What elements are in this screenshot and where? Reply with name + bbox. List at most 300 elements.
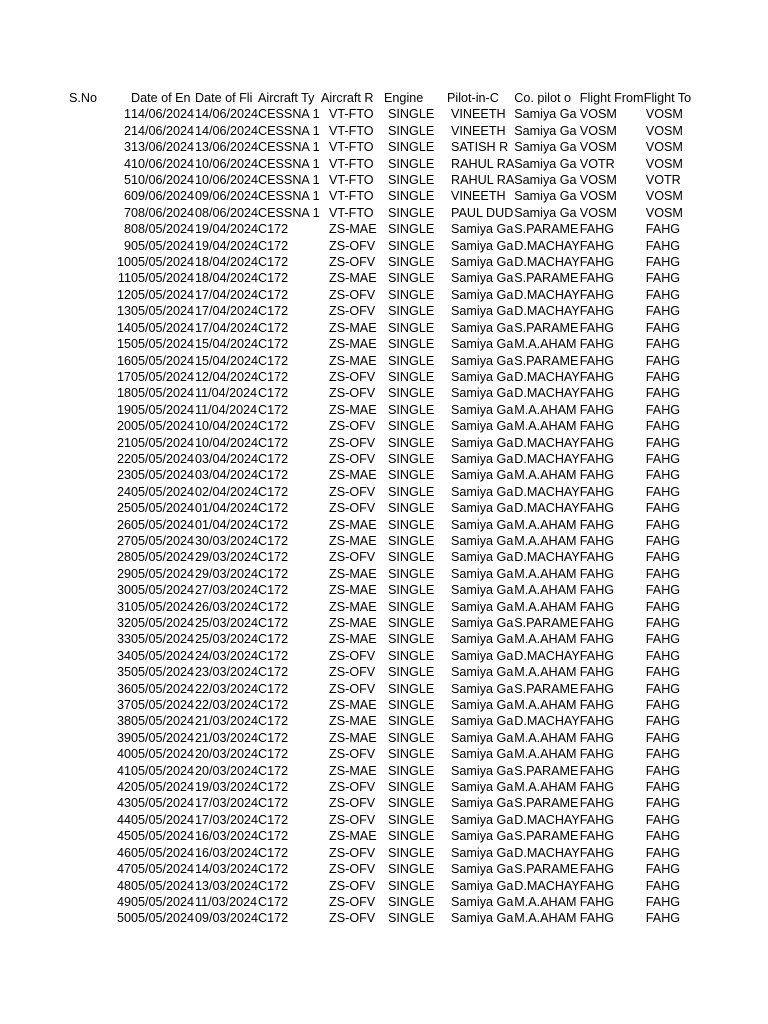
cell-engine[interactable]: SINGLE [388, 714, 435, 729]
cell-aircraft-type[interactable]: C172 [258, 320, 289, 335]
cell-date-of-flight[interactable]: 03/04/2024 [195, 451, 259, 466]
cell-sno[interactable]: 10 [116, 255, 131, 270]
cell-engine[interactable]: SINGLE [388, 681, 435, 696]
cell-date-of-entry[interactable]: 05/05/2024 [131, 435, 195, 450]
cell-aircraft-reg[interactable]: ZS-OFV [329, 255, 376, 270]
cell-pilot-in-command[interactable]: Samiya Ga [451, 730, 514, 745]
cell-sno[interactable]: 49 [116, 894, 131, 909]
cell-date-of-flight[interactable]: 21/03/2024 [195, 730, 259, 745]
cell-aircraft-reg[interactable]: ZS-OFV [329, 665, 376, 680]
cell-sno[interactable]: 14 [116, 320, 131, 335]
cell-engine[interactable]: SINGLE [388, 648, 435, 663]
cell-flight-from[interactable]: FAHG [579, 320, 615, 335]
cell-flight-from[interactable]: FAHG [579, 517, 615, 532]
cell-sno[interactable]: 24 [116, 484, 131, 499]
cell-co-pilot[interactable]: M.A.AHAM [514, 665, 577, 680]
cell-date-of-entry[interactable]: 05/05/2024 [131, 911, 195, 926]
cell-date-of-flight[interactable]: 19/03/2024 [195, 780, 259, 795]
cell-co-pilot[interactable]: Samiya Ga [514, 173, 577, 188]
header-engine[interactable]: Engine [384, 91, 424, 105]
cell-pilot-in-command[interactable]: Samiya Ga [451, 747, 514, 762]
cell-aircraft-type[interactable]: CESSNA 1 [258, 205, 320, 220]
cell-sno[interactable]: 40 [116, 747, 131, 762]
cell-date-of-flight[interactable]: 08/06/2024 [195, 205, 259, 220]
cell-aircraft-type[interactable]: CESSNA 1 [258, 156, 320, 171]
cell-aircraft-reg[interactable]: ZS-MAE [329, 583, 377, 598]
cell-sno[interactable]: 6 [123, 189, 131, 204]
cell-sno[interactable]: 3 [123, 140, 131, 155]
cell-engine[interactable]: SINGLE [388, 533, 435, 548]
cell-date-of-flight[interactable]: 11/03/2024 [195, 894, 258, 909]
cell-aircraft-reg[interactable]: ZS-MAE [329, 517, 377, 532]
cell-flight-from[interactable]: FAHG [579, 878, 615, 893]
cell-date-of-flight[interactable]: 18/04/2024 [195, 271, 259, 286]
cell-aircraft-reg[interactable]: ZS-OFV [329, 484, 376, 499]
header-flight-from[interactable]: Flight From [579, 91, 644, 105]
cell-engine[interactable]: SINGLE [388, 894, 435, 909]
cell-sno[interactable]: 1 [123, 107, 131, 122]
cell-co-pilot[interactable]: S.PARAME [514, 320, 579, 335]
cell-co-pilot[interactable]: M.A.AHAM [514, 419, 577, 434]
cell-flight-from[interactable]: FAHG [579, 484, 615, 499]
cell-flight-to[interactable]: VOSM [645, 107, 683, 122]
cell-flight-from[interactable]: FAHG [579, 566, 615, 581]
cell-sno[interactable]: 42 [116, 780, 131, 795]
cell-aircraft-type[interactable]: C172 [258, 780, 289, 795]
cell-pilot-in-command[interactable]: Samiya Ga [451, 386, 514, 401]
cell-engine[interactable]: SINGLE [388, 616, 435, 630]
cell-date-of-flight[interactable]: 11/04/2024 [195, 402, 258, 417]
cell-aircraft-reg[interactable]: ZS-OFV [329, 812, 376, 827]
cell-flight-to[interactable]: FAHG [645, 747, 681, 762]
cell-aircraft-reg[interactable]: ZS-MAE [329, 402, 377, 417]
cell-flight-to[interactable]: FAHG [645, 501, 681, 516]
cell-co-pilot[interactable]: D.MACHAY [514, 550, 580, 565]
cell-sno[interactable]: 50 [116, 911, 131, 926]
header-date-of-entry[interactable]: Date of En [131, 91, 191, 105]
cell-flight-to[interactable]: FAHG [645, 862, 681, 877]
cell-sno[interactable]: 25 [116, 501, 131, 516]
cell-engine[interactable]: SINGLE [388, 402, 435, 417]
cell-aircraft-reg[interactable]: ZS-MAE [329, 337, 377, 352]
cell-aircraft-reg[interactable]: ZS-MAE [329, 222, 377, 237]
cell-aircraft-reg[interactable]: ZS-OFV [329, 304, 376, 319]
cell-sno[interactable]: 48 [116, 878, 131, 893]
cell-pilot-in-command[interactable]: Samiya Ga [451, 451, 514, 466]
cell-date-of-flight[interactable]: 11/04/2024 [195, 386, 258, 401]
cell-date-of-flight[interactable]: 17/04/2024 [195, 304, 259, 319]
cell-engine[interactable]: SINGLE [388, 238, 435, 253]
cell-engine[interactable]: SINGLE [388, 484, 435, 499]
cell-flight-from[interactable]: FAHG [579, 648, 615, 663]
cell-co-pilot[interactable]: D.MACHAY [514, 238, 580, 253]
cell-flight-to[interactable]: VOTR [645, 173, 681, 188]
cell-date-of-entry[interactable]: 05/05/2024 [131, 829, 195, 844]
cell-engine[interactable]: SINGLE [388, 255, 435, 270]
cell-date-of-entry[interactable]: 05/05/2024 [131, 353, 195, 368]
cell-co-pilot[interactable]: M.A.AHAM [514, 911, 577, 926]
cell-date-of-entry[interactable]: 05/05/2024 [131, 271, 195, 286]
cell-sno[interactable]: 22 [116, 451, 131, 466]
cell-aircraft-reg[interactable]: VT-FTO [329, 140, 374, 155]
cell-flight-from[interactable]: VOSM [579, 189, 617, 204]
cell-engine[interactable]: SINGLE [388, 730, 435, 745]
cell-sno[interactable]: 44 [116, 812, 131, 827]
cell-flight-from[interactable]: FAHG [579, 533, 615, 548]
cell-date-of-flight[interactable]: 01/04/2024 [195, 501, 259, 516]
cell-sno[interactable]: 2 [123, 123, 131, 138]
cell-aircraft-type[interactable]: C172 [258, 271, 289, 286]
cell-flight-from[interactable]: VOTR [579, 156, 615, 171]
cell-date-of-flight[interactable]: 24/03/2024 [195, 648, 259, 663]
cell-date-of-flight[interactable]: 30/03/2024 [195, 533, 259, 548]
cell-aircraft-reg[interactable]: VT-FTO [329, 205, 374, 220]
cell-engine[interactable]: SINGLE [388, 878, 435, 893]
cell-pilot-in-command[interactable]: Samiya Ga [451, 878, 514, 893]
cell-pilot-in-command[interactable]: RAHUL RA [451, 173, 515, 188]
cell-date-of-entry[interactable]: 05/05/2024 [131, 468, 195, 483]
cell-flight-from[interactable]: FAHG [579, 583, 615, 598]
cell-co-pilot[interactable]: M.A.AHAM [514, 747, 577, 762]
cell-date-of-flight[interactable]: 02/04/2024 [195, 484, 259, 499]
header-co-pilot[interactable]: Co. pilot o [514, 91, 571, 105]
cell-aircraft-type[interactable]: C172 [258, 222, 289, 237]
cell-flight-to[interactable]: FAHG [645, 402, 681, 417]
cell-sno[interactable]: 26 [116, 517, 131, 532]
cell-engine[interactable]: SINGLE [388, 583, 435, 598]
cell-co-pilot[interactable]: Samiya Ga [514, 156, 577, 171]
cell-aircraft-type[interactable]: C172 [258, 894, 289, 909]
cell-pilot-in-command[interactable]: Samiya Ga [451, 255, 514, 270]
cell-engine[interactable]: SINGLE [388, 550, 435, 565]
cell-flight-to[interactable]: FAHG [645, 222, 681, 237]
cell-date-of-flight[interactable]: 19/04/2024 [195, 222, 259, 237]
cell-flight-from[interactable]: FAHG [579, 681, 615, 696]
cell-aircraft-type[interactable]: C172 [258, 911, 289, 926]
cell-pilot-in-command[interactable]: Samiya Ga [451, 484, 514, 499]
cell-aircraft-type[interactable]: C172 [258, 796, 289, 811]
cell-co-pilot[interactable]: S.PARAME [514, 222, 579, 237]
cell-aircraft-reg[interactable]: ZS-MAE [329, 566, 377, 581]
cell-engine[interactable]: SINGLE [388, 911, 435, 926]
cell-aircraft-reg[interactable]: ZS-OFV [329, 862, 376, 877]
cell-co-pilot[interactable]: M.A.AHAM [514, 632, 577, 647]
cell-pilot-in-command[interactable]: Samiya Ga [451, 829, 514, 844]
cell-aircraft-reg[interactable]: ZS-OFV [329, 911, 376, 926]
cell-aircraft-reg[interactable]: ZS-MAE [329, 730, 377, 745]
cell-aircraft-reg[interactable]: ZS-MAE [329, 714, 377, 729]
cell-sno[interactable]: 45 [116, 829, 131, 844]
cell-date-of-entry[interactable]: 05/05/2024 [131, 533, 195, 548]
cell-pilot-in-command[interactable]: Samiya Ga [451, 698, 514, 713]
cell-engine[interactable]: SINGLE [388, 123, 435, 138]
cell-co-pilot[interactable]: D.MACHAY [514, 648, 580, 663]
cell-pilot-in-command[interactable]: Samiya Ga [451, 337, 514, 352]
cell-aircraft-type[interactable]: C172 [258, 386, 289, 401]
cell-co-pilot[interactable]: S.PARAME [514, 681, 579, 696]
cell-engine[interactable]: SINGLE [388, 747, 435, 762]
cell-co-pilot[interactable]: Samiya Ga [514, 205, 577, 220]
cell-flight-to[interactable]: FAHG [645, 599, 681, 614]
cell-aircraft-reg[interactable]: ZS-OFV [329, 287, 376, 302]
cell-date-of-entry[interactable]: 05/05/2024 [131, 287, 195, 302]
cell-flight-to[interactable]: FAHG [645, 583, 681, 598]
cell-date-of-entry[interactable]: 05/05/2024 [131, 369, 195, 384]
cell-aircraft-reg[interactable]: ZS-MAE [329, 320, 377, 335]
cell-date-of-flight[interactable]: 10/06/2024 [195, 156, 259, 171]
cell-flight-to[interactable]: FAHG [645, 796, 681, 811]
cell-date-of-flight[interactable]: 22/03/2024 [195, 698, 259, 713]
cell-date-of-entry[interactable]: 05/05/2024 [131, 320, 195, 335]
cell-aircraft-type[interactable]: C172 [258, 698, 289, 713]
cell-date-of-entry[interactable]: 05/05/2024 [131, 599, 195, 614]
cell-aircraft-type[interactable]: C172 [258, 353, 289, 368]
cell-flight-from[interactable]: FAHG [579, 632, 615, 647]
cell-flight-to[interactable]: FAHG [645, 566, 681, 581]
cell-flight-to[interactable]: FAHG [645, 648, 681, 663]
cell-flight-to[interactable]: VOSM [645, 156, 683, 171]
cell-sno[interactable]: 47 [116, 862, 131, 877]
cell-co-pilot[interactable]: S.PARAME [514, 616, 579, 630]
cell-flight-to[interactable]: FAHG [645, 550, 681, 565]
cell-sno[interactable]: 33 [116, 632, 131, 647]
cell-flight-to[interactable]: FAHG [645, 517, 681, 532]
cell-co-pilot[interactable]: D.MACHAY [514, 287, 580, 302]
cell-flight-from[interactable]: FAHG [579, 402, 615, 417]
cell-engine[interactable]: SINGLE [388, 763, 435, 778]
cell-aircraft-reg[interactable]: VT-FTO [329, 107, 374, 122]
cell-aircraft-type[interactable]: CESSNA 1 [258, 140, 320, 155]
cell-flight-to[interactable]: FAHG [645, 894, 681, 909]
cell-flight-from[interactable]: FAHG [579, 287, 615, 302]
cell-sno[interactable]: 21 [116, 435, 131, 450]
cell-date-of-flight[interactable]: 10/04/2024 [195, 435, 259, 450]
cell-sno[interactable]: 7 [123, 205, 131, 220]
cell-date-of-entry[interactable]: 05/05/2024 [131, 255, 195, 270]
cell-date-of-flight[interactable]: 25/03/2024 [195, 632, 259, 647]
cell-aircraft-reg[interactable]: ZS-OFV [329, 419, 376, 434]
cell-engine[interactable]: SINGLE [388, 501, 435, 516]
cell-date-of-entry[interactable]: 05/05/2024 [131, 501, 195, 516]
cell-co-pilot[interactable]: D.MACHAY [514, 369, 580, 384]
cell-aircraft-type[interactable]: CESSNA 1 [258, 123, 320, 138]
cell-pilot-in-command[interactable]: Samiya Ga [451, 222, 514, 237]
cell-flight-from[interactable]: FAHG [579, 812, 615, 827]
cell-flight-from[interactable]: FAHG [579, 616, 615, 630]
cell-sno[interactable]: 27 [116, 533, 131, 548]
cell-aircraft-reg[interactable]: ZS-OFV [329, 780, 376, 795]
cell-sno[interactable]: 15 [116, 337, 131, 352]
cell-co-pilot[interactable]: M.A.AHAM [514, 698, 577, 713]
cell-engine[interactable]: SINGLE [388, 107, 435, 122]
cell-sno[interactable]: 13 [116, 304, 131, 319]
cell-sno[interactable]: 36 [116, 681, 131, 696]
cell-pilot-in-command[interactable]: Samiya Ga [451, 911, 514, 926]
cell-date-of-flight[interactable]: 09/03/2024 [195, 911, 259, 926]
cell-engine[interactable]: SINGLE [388, 304, 435, 319]
cell-co-pilot[interactable]: D.MACHAY [514, 714, 580, 729]
cell-sno[interactable]: 17 [116, 369, 131, 384]
cell-date-of-entry[interactable]: 05/05/2024 [131, 648, 195, 663]
cell-date-of-entry[interactable]: 14/06/2024 [131, 107, 195, 122]
cell-date-of-entry[interactable]: 05/05/2024 [131, 714, 195, 729]
cell-aircraft-type[interactable]: C172 [258, 616, 289, 630]
cell-flight-to[interactable]: FAHG [645, 829, 681, 844]
cell-co-pilot[interactable]: D.MACHAY [514, 878, 580, 893]
cell-pilot-in-command[interactable]: Samiya Ga [451, 533, 514, 548]
cell-date-of-flight[interactable]: 16/03/2024 [195, 845, 259, 860]
cell-flight-from[interactable]: FAHG [579, 665, 615, 680]
cell-aircraft-reg[interactable]: ZS-OFV [329, 386, 376, 401]
cell-sno[interactable]: 46 [116, 845, 131, 860]
cell-flight-from[interactable]: FAHG [579, 698, 615, 713]
cell-pilot-in-command[interactable]: Samiya Ga [451, 599, 514, 614]
cell-flight-from[interactable]: FAHG [579, 763, 615, 778]
cell-flight-from[interactable]: FAHG [579, 238, 615, 253]
cell-pilot-in-command[interactable]: VINEETH [451, 189, 506, 204]
cell-pilot-in-command[interactable]: Samiya Ga [451, 681, 514, 696]
cell-aircraft-type[interactable]: C172 [258, 862, 289, 877]
cell-flight-from[interactable]: VOSM [579, 140, 617, 155]
cell-engine[interactable]: SINGLE [388, 632, 435, 647]
cell-flight-to[interactable]: FAHG [645, 238, 681, 253]
cell-engine[interactable]: SINGLE [388, 796, 435, 811]
cell-sno[interactable]: 34 [116, 648, 131, 663]
cell-co-pilot[interactable]: S.PARAME [514, 796, 579, 811]
cell-pilot-in-command[interactable]: Samiya Ga [451, 583, 514, 598]
cell-aircraft-type[interactable]: C172 [258, 845, 289, 860]
cell-aircraft-type[interactable]: C172 [258, 714, 289, 729]
cell-sno[interactable]: 8 [123, 222, 131, 237]
cell-flight-to[interactable]: FAHG [645, 714, 681, 729]
cell-flight-to[interactable]: FAHG [645, 484, 681, 499]
cell-aircraft-type[interactable]: C172 [258, 517, 289, 532]
cell-aircraft-type[interactable]: C172 [258, 829, 289, 844]
cell-flight-to[interactable]: VOSM [645, 140, 683, 155]
cell-flight-to[interactable]: FAHG [645, 730, 681, 745]
cell-co-pilot[interactable]: Samiya Ga [514, 140, 577, 155]
cell-flight-from[interactable]: VOSM [579, 107, 617, 122]
cell-aircraft-type[interactable]: C172 [258, 599, 289, 614]
cell-pilot-in-command[interactable]: VINEETH [451, 123, 506, 138]
cell-date-of-entry[interactable]: 05/05/2024 [131, 862, 195, 877]
cell-co-pilot[interactable]: D.MACHAY [514, 435, 580, 450]
cell-date-of-entry[interactable]: 05/05/2024 [131, 337, 195, 352]
cell-engine[interactable]: SINGLE [388, 287, 435, 302]
cell-sno[interactable]: 16 [116, 353, 131, 368]
cell-date-of-flight[interactable]: 20/03/2024 [195, 747, 259, 762]
cell-flight-to[interactable]: FAHG [645, 911, 681, 926]
header-flight-to[interactable]: Flight To [643, 91, 692, 105]
cell-aircraft-reg[interactable]: ZS-MAE [329, 271, 377, 286]
cell-date-of-entry[interactable]: 05/05/2024 [131, 812, 195, 827]
cell-flight-to[interactable]: FAHG [645, 271, 681, 286]
cell-co-pilot[interactable]: M.A.AHAM [514, 566, 577, 581]
cell-sno[interactable]: 5 [123, 173, 131, 188]
cell-pilot-in-command[interactable]: Samiya Ga [451, 616, 514, 630]
cell-aircraft-type[interactable]: C172 [258, 501, 289, 516]
cell-co-pilot[interactable]: S.PARAME [514, 829, 579, 844]
cell-pilot-in-command[interactable]: Samiya Ga [451, 320, 514, 335]
cell-date-of-flight[interactable]: 10/06/2024 [195, 173, 259, 188]
header-aircraft-type[interactable]: Aircraft Ty [258, 91, 315, 105]
cell-aircraft-type[interactable]: C172 [258, 730, 289, 745]
cell-pilot-in-command[interactable]: Samiya Ga [451, 845, 514, 860]
cell-co-pilot[interactable]: M.A.AHAM [514, 533, 577, 548]
cell-co-pilot[interactable]: D.MACHAY [514, 451, 580, 466]
cell-date-of-entry[interactable]: 05/05/2024 [131, 681, 195, 696]
cell-date-of-entry[interactable]: 05/05/2024 [131, 238, 195, 253]
cell-date-of-entry[interactable]: 05/05/2024 [131, 894, 195, 909]
cell-date-of-flight[interactable]: 14/06/2024 [195, 123, 259, 138]
cell-pilot-in-command[interactable]: Samiya Ga [451, 812, 514, 827]
cell-aircraft-type[interactable]: CESSNA 1 [258, 189, 320, 204]
cell-date-of-flight[interactable]: 01/04/2024 [195, 517, 259, 532]
cell-date-of-flight[interactable]: 17/03/2024 [195, 796, 259, 811]
cell-flight-from[interactable]: FAHG [579, 353, 615, 368]
cell-sno[interactable]: 20 [116, 419, 131, 434]
cell-date-of-entry[interactable]: 14/06/2024 [131, 123, 195, 138]
cell-flight-from[interactable]: FAHG [579, 829, 615, 844]
cell-engine[interactable]: SINGLE [388, 386, 435, 401]
cell-pilot-in-command[interactable]: Samiya Ga [451, 435, 514, 450]
cell-flight-to[interactable]: FAHG [645, 419, 681, 434]
cell-flight-from[interactable]: FAHG [579, 419, 615, 434]
cell-flight-from[interactable]: VOSM [579, 123, 617, 138]
cell-flight-to[interactable]: FAHG [645, 698, 681, 713]
cell-flight-from[interactable]: VOSM [579, 205, 617, 220]
cell-flight-to[interactable]: FAHG [645, 369, 681, 384]
cell-aircraft-type[interactable]: C172 [258, 583, 289, 598]
cell-date-of-entry[interactable]: 08/05/2024 [131, 222, 195, 237]
cell-aircraft-reg[interactable]: VT-FTO [329, 123, 374, 138]
cell-date-of-flight[interactable]: 22/03/2024 [195, 681, 259, 696]
cell-flight-to[interactable]: VOSM [645, 123, 683, 138]
cell-aircraft-reg[interactable]: ZS-OFV [329, 238, 376, 253]
cell-engine[interactable]: SINGLE [388, 271, 435, 286]
cell-date-of-flight[interactable]: 10/04/2024 [195, 419, 259, 434]
cell-date-of-entry[interactable]: 05/05/2024 [131, 878, 195, 893]
cell-aircraft-type[interactable]: C172 [258, 665, 289, 680]
cell-flight-from[interactable]: FAHG [579, 894, 615, 909]
cell-engine[interactable]: SINGLE [388, 189, 435, 204]
cell-sno[interactable]: 18 [116, 386, 131, 401]
cell-date-of-flight[interactable]: 19/04/2024 [195, 238, 259, 253]
cell-flight-to[interactable]: FAHG [645, 632, 681, 647]
cell-co-pilot[interactable]: M.A.AHAM [514, 468, 577, 483]
cell-pilot-in-command[interactable]: Samiya Ga [451, 501, 514, 516]
cell-flight-from[interactable]: FAHG [579, 386, 615, 401]
cell-flight-to[interactable]: FAHG [645, 353, 681, 368]
cell-aircraft-reg[interactable]: VT-FTO [329, 189, 374, 204]
cell-date-of-entry[interactable]: 05/05/2024 [131, 796, 195, 811]
cell-date-of-flight[interactable]: 03/04/2024 [195, 468, 259, 483]
cell-date-of-flight[interactable]: 15/04/2024 [195, 337, 259, 352]
cell-flight-from[interactable]: FAHG [579, 747, 615, 762]
cell-aircraft-type[interactable]: C172 [258, 451, 289, 466]
cell-sno[interactable]: 12 [116, 287, 131, 302]
cell-aircraft-reg[interactable]: ZS-OFV [329, 894, 376, 909]
cell-pilot-in-command[interactable]: SATISH R [451, 140, 509, 155]
cell-date-of-entry[interactable]: 05/05/2024 [131, 632, 195, 647]
cell-flight-from[interactable]: FAHG [579, 501, 615, 516]
cell-date-of-flight[interactable]: 17/04/2024 [195, 287, 259, 302]
cell-flight-from[interactable]: FAHG [579, 337, 615, 352]
cell-flight-to[interactable]: FAHG [645, 435, 681, 450]
cell-co-pilot[interactable]: D.MACHAY [514, 484, 580, 499]
cell-engine[interactable]: SINGLE [388, 173, 435, 188]
cell-aircraft-type[interactable]: C172 [258, 550, 289, 565]
